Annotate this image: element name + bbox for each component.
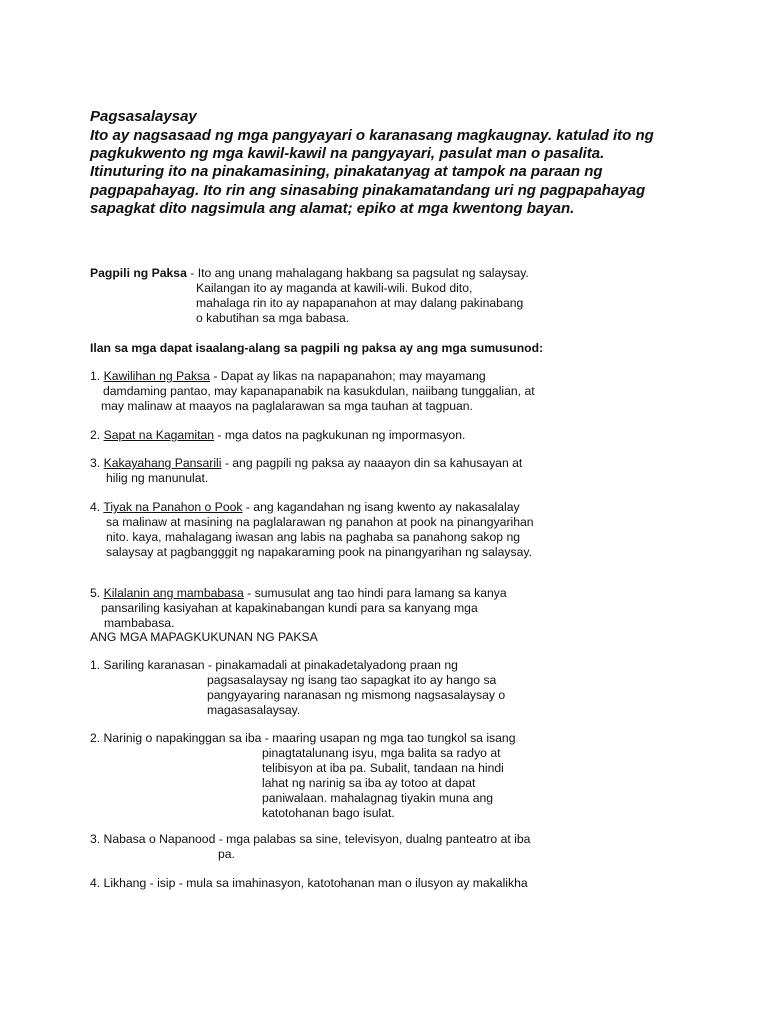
ilan-heading: Ilan sa mga dapat isaalang-alang sa pagpili ng paksa ay ang mga sumusunod: <box>90 341 544 355</box>
list-item-5: 5. Kilalanin ang mambabasa - sumusulat ang tao hindi para lamang sa kanya <box>90 586 507 600</box>
list-item-2: 2. Sapat na Kagamitan - mga datos na pagkukunan ng impormasyon. <box>90 428 466 442</box>
source-2-line-5: paniwalaan. mahalagnag tiyakin muna ang <box>262 791 494 805</box>
item-1-line-3: may malinaw at maayos na paglalarawan sa mga tauhan at tagpuan. <box>101 399 473 413</box>
pagpili-line-3: mahalaga rin ito ay napapanahon at may dalang pakinabang <box>196 296 524 310</box>
pagpili-line-4: o kabutihan sa mga babasa. <box>196 311 350 325</box>
item-1-line-2: damdaming pantao, may kapanapanabik na kasukdulan, naiibang tunggalian, at <box>103 384 535 398</box>
source-2-line-3: telibisyon at iba pa. Subalit, tandaan na hindi <box>262 761 504 775</box>
source-4-line-1: 4. Likhang - isip - mula sa imahinasyon, katotohanan man o ilusyon ay makalikha <box>90 876 528 890</box>
item-5-line-2: pansariling kasiyahan at kapakinabangan kundi para sa kanyang mga <box>101 601 478 615</box>
source-1-line-2: pagsasalaysay ng isang tao sapagkat ito ay hango sa <box>207 673 497 687</box>
pagpili-line-1 <box>90 266 529 282</box>
item-4-line-4: salaysay at pagbangggit ng napakaraming pook na pinangyarihan ng salaysay. <box>106 545 532 559</box>
list-item-3: 3. Kakayahang Pansarili - ang pagpili ng paksa ay naaayon din sa kahusayan at <box>90 456 523 470</box>
item-3-line-2: hilig ng manunulat. <box>106 471 209 485</box>
intro-paragraph: Ito ay nagsasaad ng mga pangyayari o karanasang magkaugnay. katulad ito ng pagkukwento ng mga kawil-kawil na pangyayari, pasulat man o pasalita. Itinuturing ito na pinakamasining, pinakatanyag at tampok na paraan ng pagpapahayag. Ito rin ang sinasabing pinakamatandang uri ng pagpapahayag sapagkat dito nagsimula ang alamat; epiko at mga kwentong bayan. <box>90 127 654 217</box>
item-4-term: Tiyak na Panahon o Pook <box>103 500 243 514</box>
source-2-line-2: pinagtatalunang isyu, mga balita sa radyo at <box>262 746 501 760</box>
item-1-term: Kawilihan ng Paksa <box>103 369 210 383</box>
list-item-1: 1. Kawilihan ng Paksa - Dapat ay likas na napapanahon; may mayamang <box>90 369 486 383</box>
pagpili-term: Pagpili ng Paksa <box>90 266 187 280</box>
item-3-term: Kakayahang Pansarili <box>103 456 222 470</box>
source-2-line-6: katotohanan bago isulat. <box>262 806 395 820</box>
list-item-4: 4. Tiyak na Panahon o Pook - ang kagandahan ng isang kwento ay nakasalalay <box>90 500 520 514</box>
source-2-line-1: 2. Narinig o napakinggan sa iba - maaring usapan ng mga tao tungkol sa isang <box>90 731 516 745</box>
source-3-line-1: 3. Nabasa o Napanood - mga palabas sa sine, televisyon, dualng panteatro at iba <box>90 832 531 846</box>
pagpili-line-2: Kailangan ito ay maganda at kawili-wili. Bukod dito, <box>196 281 473 295</box>
pagpili-text: - Ito ang unang mahalagang hakbang sa pagsulat ng salaysay. <box>186 266 529 280</box>
source-2-line-4: lahat ng narinig sa iba ay totoo at dapat <box>262 776 476 790</box>
item-5-line-3: mambabasa. <box>104 616 175 630</box>
item-4-line-3: nito. kaya, mahalagang iwasan ang labis na paghaba sa panahong sakop ng <box>106 530 521 544</box>
item-4-line-2: sa malinaw at masining na paglalarawan ng panahon at pook na pinangyarihan <box>106 515 534 529</box>
item-5-term: Kilalanin ang mambabasa <box>103 586 244 600</box>
source-1-line-4: magasasalaysay. <box>207 703 301 717</box>
source-1-line-1: 1. Sariling karanasan - pinakamadali at pinakadetalyadong praan ng <box>90 658 458 672</box>
item-2-term: Sapat na Kagamitan <box>103 428 215 442</box>
source-3-line-2: pa. <box>218 847 235 861</box>
source-1-line-3: pangyayaring naranasan ng mismong nagsasalaysay o <box>207 688 506 702</box>
sources-heading: ANG MGA MAPAGKUKUNAN NG PAKSA <box>90 630 318 644</box>
document-title: Pagsasalaysay <box>90 108 197 125</box>
